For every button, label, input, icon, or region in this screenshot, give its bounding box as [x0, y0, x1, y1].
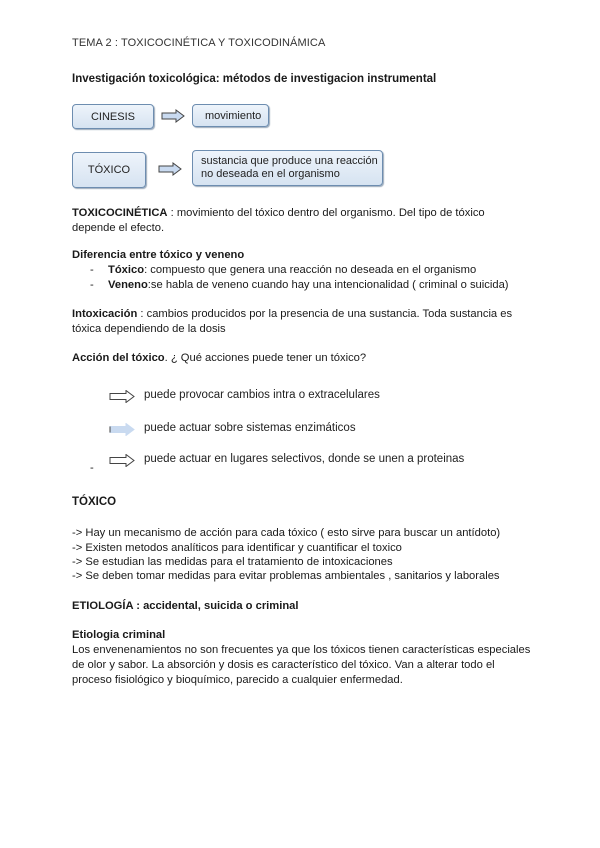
etiologia-criminal-title: Etiologia criminal: [72, 629, 166, 641]
accion-item: puede actuar sobre sistemas enzimáticos: [144, 422, 356, 434]
veneno-term: Veneno: [108, 279, 148, 291]
etiologia-criminal-line2: de olor y sabor. La absorción y dosis es característico del tóxico. Van a alterar todo el: [72, 659, 495, 671]
etiologia-criminal-line1: Los envenenamientos no son frecuentes ya que los tóxicos tienen características especiales: [72, 644, 531, 656]
toxico-label: TÓXICO: [87, 164, 131, 176]
intoxicacion-paragraph: [72, 307, 532, 337]
list-item: [90, 263, 476, 278]
toxicocinetica-definition-line2: depende el efecto.: [72, 222, 165, 234]
toxicocinetica-paragraph: [72, 206, 532, 236]
etiologia-term: ETIOLOGÍA: [72, 600, 134, 612]
page-header-title: TEMA 2 : TOXICOCINÉTICA Y TOXICODINÁMICA: [72, 37, 326, 49]
accion-heading: [72, 352, 366, 364]
cinesis-label: CINESIS: [90, 110, 135, 123]
toxico-box: [72, 152, 146, 188]
etiologia-criminal-line3: proceso fisiológico y bioquímico, parecido a cualquier enfermedad.: [72, 674, 403, 686]
etiologia-criminal-paragraph: [72, 643, 542, 688]
toxicocinetica-term: TOXICOCINÉTICA: [72, 207, 168, 219]
list-item: [90, 278, 509, 293]
toxico-definition-box: [192, 150, 383, 186]
etiologia-rest: : accidental, suicida o criminal: [133, 600, 299, 612]
block-arrow-right-icon: [109, 423, 135, 436]
veneno-text: :se habla de veneno cuando hay una intencionalidad ( criminal o suicida): [147, 279, 509, 291]
list-item: -> Hay un mecanismo de acción para cada tóxico ( esto sirve para buscar un antídoto): [72, 527, 501, 539]
stray-dash: -: [90, 462, 94, 474]
intoxicacion-line1: : cambios producidos por la presencia de una sustancia. Toda sustancia es: [137, 308, 513, 320]
bullet-dash: -: [90, 279, 94, 291]
bullet-dash: -: [90, 264, 94, 276]
block-arrow-right-icon: [161, 109, 185, 123]
toxico-section-title: TÓXICO: [72, 496, 117, 508]
etiologia-heading: [72, 600, 299, 612]
accion-term: Acción del tóxico: [72, 352, 165, 364]
cinesis-box: [72, 104, 154, 129]
intoxicacion-term: Intoxicación: [72, 308, 138, 320]
block-arrow-right-icon: [109, 390, 135, 403]
toxico-definition-line1: sustancia que produce una reacción: [201, 155, 378, 167]
movimiento-box: [192, 104, 269, 127]
section-title: Investigación toxicológica: métodos de investigacion instrumental: [72, 73, 437, 85]
accion-item: puede actuar en lugares selectivos, donde se unen a proteinas: [144, 453, 465, 465]
toxico-text: : compuesto que genera una reacción no deseada en el organismo: [144, 264, 477, 276]
list-item: -> Se deben tomar medidas para evitar problemas ambientales , sanitarios y laborales: [72, 570, 500, 582]
accion-question: . ¿ Qué acciones puede tener un tóxico?: [164, 352, 367, 364]
block-arrow-right-icon: [109, 454, 135, 467]
diferencia-title: Diferencia entre tóxico y veneno: [72, 249, 245, 261]
toxico-definition-line2: no deseada en el organismo: [201, 168, 340, 180]
intoxicacion-line2: tóxica dependiendo de la dosis: [72, 323, 226, 335]
accion-item: puede provocar cambios intra o extracelulares: [144, 389, 380, 401]
movimiento-label: movimiento: [205, 109, 262, 122]
block-arrow-right-icon: [158, 162, 182, 176]
list-item: -> Existen metodos analíticos para identificar y cuantificar el toxico: [72, 542, 402, 554]
toxicocinetica-definition-line1: : movimiento del tóxico dentro del organismo. Del tipo de tóxico: [167, 207, 485, 219]
toxico-term: Tóxico: [108, 264, 145, 276]
list-item: -> Se estudian las medidas para el tratamiento de intoxicaciones: [72, 556, 393, 568]
